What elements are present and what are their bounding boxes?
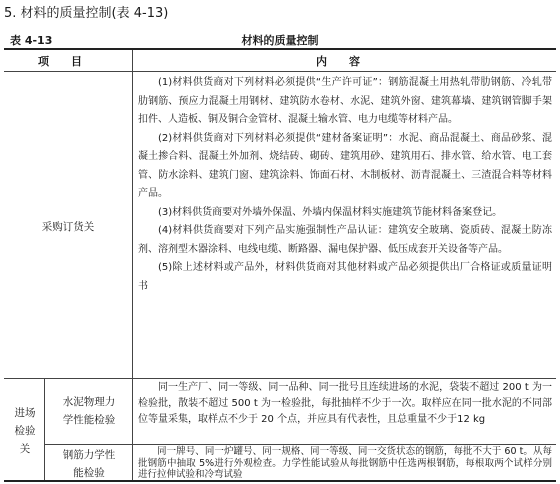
section-heading: 5. 材料的质量控制(表 4-13) bbox=[4, 6, 169, 21]
table-number: 表 4-13 bbox=[10, 34, 53, 47]
steel-test-text: 同一牌号、同一炉罐号、同一规格、同一等级、同一交货状态的钢筋，每批不大于 60 t。从每批钢筋中抽取 5%进行外观检查。力学性能试验从每批钢筋中任选两根钢筋，每根取两个试样分别进行拉伸试验和冷弯试验 bbox=[138, 446, 552, 480]
procurement-paragraph: (5)除上述材料或产品外，材料供货商对其他材料或产品必须提供出厂合格证或质量证明书 bbox=[138, 262, 552, 292]
inspection-label bbox=[10, 404, 40, 458]
header-item: 项 目 bbox=[38, 55, 88, 68]
cement-test-label bbox=[50, 393, 128, 429]
steel-test-label-line: 钢筋力学性 bbox=[62, 449, 116, 461]
procurement-paragraph: (1)材料供货商对下列材料必须提供“生产许可证”：钢筋混凝土用热轧带肋钢筋、冷轧带肋钢筋、预应力混凝土用钢材、建筑防水卷材、水泥、建筑外窗、建筑幕墙、建筑钢管脚手架扣件、人造板、铜及铜合金管材、混凝土输水管、电力电缆等材料产品。 bbox=[138, 77, 552, 125]
subcolumn-divider bbox=[44, 378, 45, 480]
cement-test-label-line: 水泥物理力 bbox=[62, 396, 116, 408]
section-divider bbox=[4, 378, 556, 379]
header-divider bbox=[4, 71, 556, 72]
column-divider bbox=[132, 50, 133, 480]
procurement-label: 采购订货关 bbox=[41, 221, 95, 233]
cement-test-content bbox=[138, 380, 552, 428]
steel-test-label bbox=[50, 446, 128, 482]
procurement-paragraph: (2)材料供货商对下列材料必须提供“建材备案证明”：水泥、商品混凝土、商品砂浆、混凝土掺合料、混凝土外加剂、烧结砖、砌砖、建筑用砂、建筑用石、排水管、给水管、电工套管、防水涂料、建筑门窗、建筑涂料、饰面石材、木制板材、沥青混凝土、三渣混合料等材料产品。 bbox=[138, 132, 552, 199]
table-title: 材料的质量控制 bbox=[241, 34, 319, 47]
inspection-label-line: 检验 bbox=[14, 425, 36, 437]
inspection-label-line: 关 bbox=[19, 443, 31, 455]
table-top-rule bbox=[4, 48, 556, 50]
procurement-content bbox=[138, 74, 552, 296]
procurement-paragraph: (3)材料供货商要对外墙外保温、外墙内保温材料实施建筑节能材料备案登记。 bbox=[158, 206, 503, 218]
steel-test-label-line: 能检验 bbox=[73, 467, 105, 479]
row-divider bbox=[44, 444, 556, 445]
procurement-paragraph: (4)材料供货商要对下列产品实施强制性产品认证：建筑安全玻璃、瓷质砖、混凝土防冻剂、溶剂型木器涂料、电线电缆、断路器、漏电保护器、低压成套开关设备等产品。 bbox=[138, 225, 552, 255]
cement-test-text: 同一生产厂、同一等级、同一品种、同一批号且连续进场的水泥，袋装不超过 200 t 为一检验批，散装不超过 500 t 为一检验批，每批抽样不少于一次。取样应在同一批水泥的不同部位等量采集，取样点不少于 20 个点，并应具有代表性，且总重量不少于12 kg bbox=[138, 382, 552, 425]
header-content: 内 容 bbox=[316, 55, 366, 68]
inspection-label-line: 进场 bbox=[14, 407, 36, 419]
table-caption bbox=[0, 32, 560, 48]
cement-test-label-line: 学性能检验 bbox=[62, 414, 116, 426]
steel-test-content bbox=[138, 446, 552, 481]
